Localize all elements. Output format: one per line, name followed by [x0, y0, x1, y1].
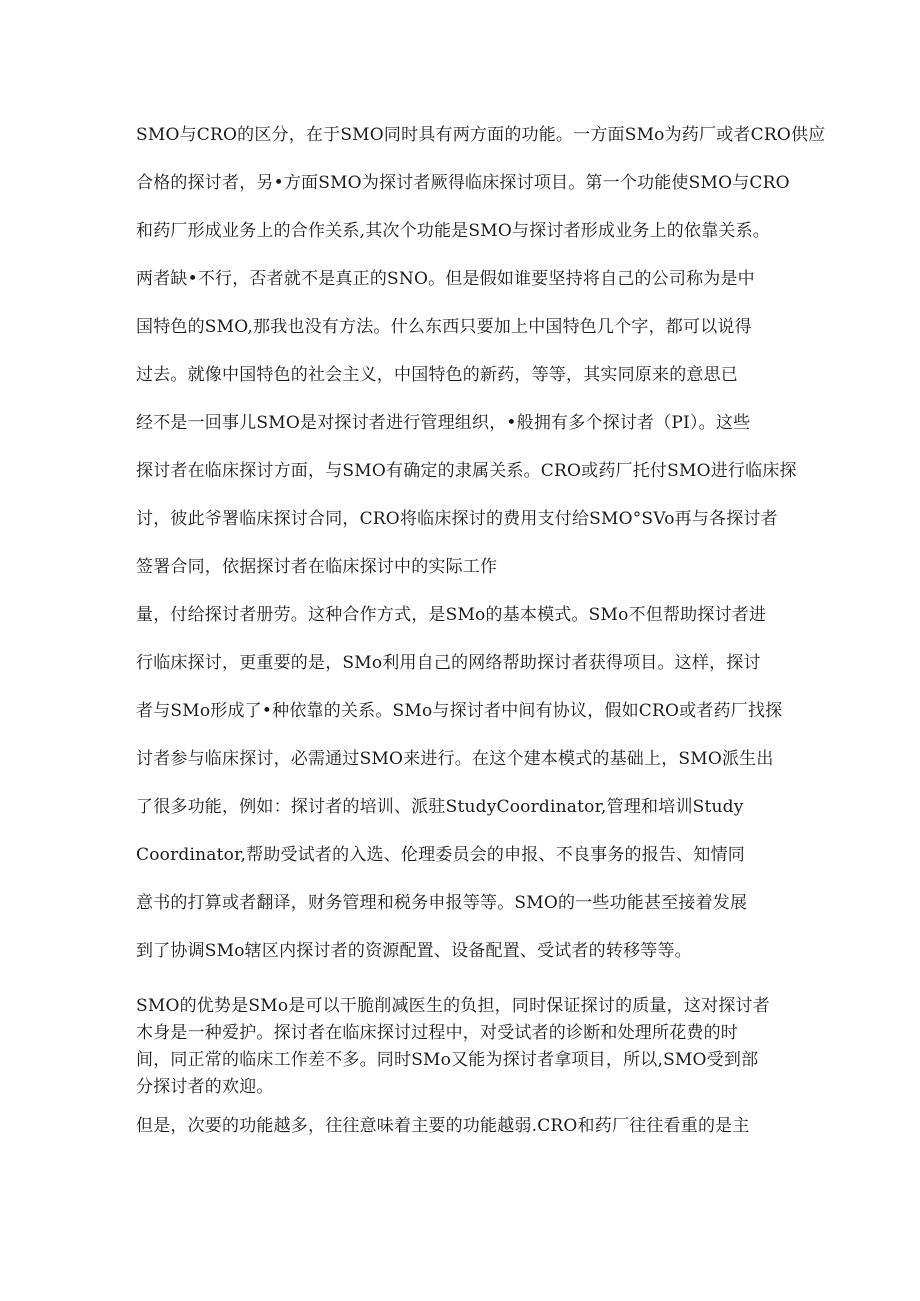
text-line: 了很多功能，例如：探讨者的培训、派驻StudyCoordinator,管理和培训Study [136, 797, 744, 817]
text-line: 讨，彼此爷署临床探讨合同，CRO将临床探讨的费用支付给SMO°SVo再与各探讨者 [136, 509, 778, 529]
text-line: 探讨者在临床探讨方面，与SMO有确定的隶属关系。CRO或药厂托付SMO进行临床探 [136, 461, 797, 481]
text-line: 合格的探讨者，另•方面SMO为探讨者厥得临床探讨项目。第一个功能使SMO与CRO [136, 173, 790, 193]
text-line: Coordinator,帮助受试者的入选、伦理委员会的申报、不良事务的报告、知情同 [136, 845, 745, 865]
text-line: 意书的打算或者翻译，财务管理和税务申报等等。SMO的一些功能甚至接着发展 [136, 893, 748, 913]
text-line: 木身是一种爱护。探讨者在临床探讨过程中，对受试者的诊断和处理所花费的时 [136, 1023, 738, 1043]
text-line: 和药厂形成业务上的合作关系,其次个功能是SMO与探讨者形成业务上的依靠关系。 [136, 221, 770, 241]
text-line: 两者缺•不行，否者就不是真正的SNO。但是假如谁要坚持将自己的公司称为是中 [136, 269, 755, 289]
text-line: 行临床探讨，更重要的是，SMo利用自己的网络帮助探讨者获得项目。这样，探讨 [136, 653, 761, 673]
text-line: 过去。就像中国特色的社会主义，中国特色的新药，等等，其实同原来的意思已 [136, 365, 738, 385]
text-line: SMO与CRO的区分，在于SMO同时具有两方面的功能。一方面SMo为药厂或者CRO供应 [136, 125, 826, 145]
text-line: 经不是一回事儿SMO是对探讨者进行管理组织，•般拥有多个探讨者（PI）。这些 [136, 413, 751, 433]
text-line: 者与SMo形成了•种依靠的关系。SMo与探讨者中间有协议，假如CRO或者药厂找探 [136, 701, 783, 721]
text-line: 签署合同，依据探讨者在临床探讨中的实际工作 [136, 557, 498, 577]
text-line: 但是，次要的功能越多，往往意味着主要的功能越弱.CRO和药厂往往看重的是主 [136, 1116, 750, 1136]
text-line: 间，同正常的临床工作差不多。同时SMo又能为探讨者拿项目，所以,SMO受到部 [136, 1050, 759, 1070]
text-line: 讨者参与临床探讨，必需通过SMO来进行。在这个建本模式的基础上，SMO派生出 [136, 749, 774, 769]
text-line: SMO的优势是SMo是可以干脆削减医生的负担，同时保证探讨的质量，这对探讨者 [136, 996, 770, 1016]
text-line: 分探讨者的欢迎。 [136, 1077, 274, 1097]
text-line: 到了协调SMo辖区内探讨者的资源配置、设备配置、受试者的转移等等。 [136, 941, 692, 961]
text-line: 量，付给探讨者册劳。这种合作方式，是SMo的基本模式。SMo不但帮助探讨者进 [136, 605, 767, 625]
text-line: 国特色的SMO,那我也没有方法。什么东西只要加上中国特色几个字，都可以说得 [136, 317, 752, 337]
